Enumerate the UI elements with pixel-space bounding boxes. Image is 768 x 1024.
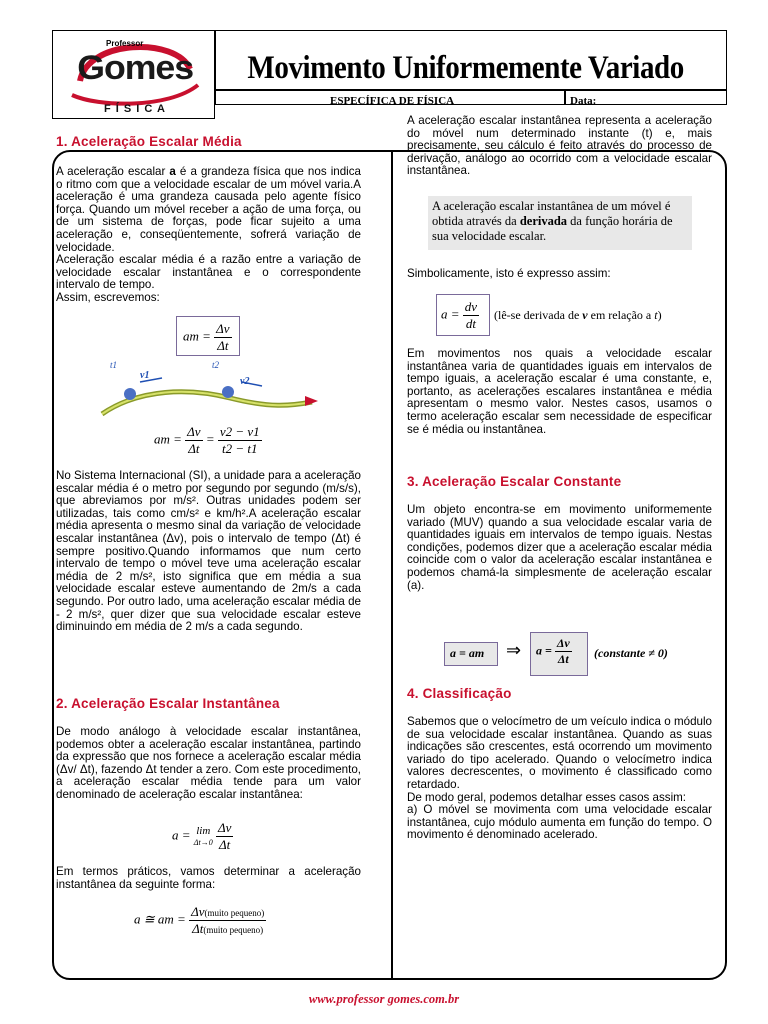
trajectory-path-icon (100, 358, 322, 422)
eq4-fraction: $\frac{\text{Δv(muito pequeno)}}{\text{Δt(muito pequeno)}}$ (191, 904, 265, 936)
column-divider (391, 150, 393, 980)
eq3-fraction: $\frac{\Delta v}{\Delta t}$ (217, 820, 232, 852)
derivative-note: (lê-se derivada de v em relação a t) (494, 308, 662, 322)
equation-am-expanded: am = $\frac{\Delta v}{\Delta t}$ = $\frac{v2 - v1}{t2 - t1}$ (154, 424, 260, 456)
section-2-practice-text: Em termos práticos, vamos determinar a aceleração instantânea da seguinte forma: (56, 865, 361, 891)
eq3-limit: lim Δt→0 (193, 824, 213, 847)
eq6-constant-note: (constante ≠ 0) (594, 646, 668, 660)
eq3-lhs: a = (172, 827, 191, 843)
s1-paragraph-2: Aceleração escalar média é a razão entre a variação de velocidade escalar instantânea e o correspondente intervalo de tempo. (56, 253, 361, 292)
s1-paragraph-3: Assim, escrevemos: (56, 290, 160, 304)
logo-main-text: Gomes (77, 49, 194, 87)
eq2-frac-1: $\frac{\Delta v}{\Delta t}$ (187, 424, 201, 456)
s4-paragraph-3: a) O móvel se movimenta com uma velocidade escalar instantânea, cujo módulo aumenta em função do tempo. O movimento é denominado acelerado. (407, 803, 712, 842)
s1-paragraph-1: A aceleração escalar a é a grandeza física que nos indica o ritmo com que a velocidade escalar de um móvel varia.A aceleração é uma grandeza causada pelo agente físico força. Quando um móvel receber a ação de uma força, ou de um sistema de forças, pode ficar sujeito a uma aceleração e, conseqüentemente, sofrerá variação de velocidade. (56, 165, 361, 254)
equation-derivative-box (436, 294, 490, 336)
section-2-title: 2. Aceleração Escalar Instantânea (56, 696, 280, 711)
page-title: Movimento Uniformemente Variado (247, 50, 684, 86)
eq1-fraction: $\frac{\Delta v}{\Delta t}$ (216, 321, 230, 353)
fig-t1: t1 (110, 360, 118, 370)
constant-acceleration-intro: Em movimentos nos quais a velocidade escalar instantânea varia de quantidades iguais em intervalos de tempo iguais, a aceleração escalar é uma constante, e, portanto, as acelerações escalares instantânea e média apresentam o mesmo valor. Nestes casos, usamos o termo aceleração escalar sem necessidade de especificar se é média ou instantânea. (407, 347, 712, 436)
equation-limit (172, 820, 233, 853)
section-4-text (407, 716, 712, 848)
fig-v1: v1 (140, 370, 150, 381)
eq4-lhs: a ≅ am = (134, 911, 186, 927)
fig-v2: v2 (240, 376, 250, 387)
symbolic-text: Simbolicamente, isto é expresso assim: (407, 267, 611, 280)
section-3-text: Um objeto encontra-se em movimento uniformemente variado (MUV) quando a sua velocidade escalar varia de quantidades iguais em intervalos de tempo iguais. Nestas condições, podemos dizer que a aceleração escalar média coincide com o valor da aceleração escalar instantânea e podemos chamá-la simplesmente de aceleração escalar (a). (407, 503, 712, 592)
footer-url[interactable]: www.professor gomes.com.br (308, 992, 460, 1006)
section-1-text (56, 166, 361, 311)
logo-small-text: Professor (106, 39, 144, 48)
eq5-lhs: a = (441, 306, 460, 322)
s4-paragraph-2: De modo geral, podemos detalhar esses casos assim: (407, 790, 687, 804)
logo (58, 33, 208, 117)
eq2-lhs: am = (154, 431, 182, 447)
date-label: Data: (570, 95, 597, 107)
trajectory-figure (100, 358, 322, 422)
section-4-title: 4. Classificação (407, 686, 512, 701)
fig-t2: t2 (212, 360, 220, 370)
eq5-fraction: $\frac{dv}{dt}$ (464, 299, 478, 331)
eq6-arrow: ⇒ (506, 640, 522, 660)
eq1-lhs: am = (183, 328, 211, 344)
section-1-units-text: No Sistema Internacional (SI), a unidade para a aceleração escalar média é o metro por segundo por segundo (m/s/s), que abreviamos por m/s². Outras unidades podem ser utilizadas, tais como cm/s² e km/h².A aceleração escalar média apresenta o mesmo sinal da variação de velocidade escalar instantânea (Δv), pois o intervalo de tempo (Δt) é sempre positivo.Quando informamos que num certo intervalo de tempo o móvel teve uma aceleração escalar média de 2 m/s², isto significa que em média a sua velocidade escalar esteve aumentando de 2m/s a cada segundo. Por outro lado, uma aceleração escalar média de - 2 m/s², quer dizer que sua velocidade escalar esteve diminuindo em média de 2 m/s a cada segundo. (56, 469, 361, 634)
equation-approx (134, 904, 266, 937)
section-3-title: 3. Aceleração Escalar Constante (407, 474, 622, 489)
section-2-text: De modo análogo à velocidade escalar instantânea, podemos obter a aceleração escalar instantânea, partindo da expressão que nos fornece a aceleração escalar média (Δv/ Δt), fazendo Δt tender a zero. Com este procedimento, a aceleração escalar média tende para um valor denominado de aceleração escalar instantânea: (56, 725, 361, 801)
subject-label: ESPECÍFICA DE FÍSICA (330, 95, 455, 107)
eq6-delta: a = $\frac{\Delta v}{\Delta t}$ (536, 636, 570, 666)
equation-am-box (176, 316, 240, 356)
derivative-definition-text: A aceleração escalar instantânea de um móvel é obtida através da derivada da função horária de sua velocidade escalar. (432, 199, 673, 243)
eq6-a-am: a = am (450, 646, 485, 660)
eq2-frac-2: $\frac{v2 - v1}{t2 - t1}$ (219, 424, 260, 456)
section-1-title: 1. Aceleração Escalar Média (56, 134, 242, 149)
logo-sub-text: F Í S I C A (104, 103, 166, 115)
s4-paragraph-1: Sabemos que o velocímetro de um veículo indica o módulo de sua velocidade escalar instantânea. Quando as suas indicações são crescentes, está ocorrendo um movimento variado do tipo acelerado. Quando o velocímetro indica valores decrescentes, o movimento é classificado como retardado. (407, 715, 712, 791)
right-intro-text: A aceleração escalar instantânea representa a aceleração do móvel num determinado instante (t) e, mais precisamente, seu cálculo é feito através do processo de derivação, análogo ao ocorrido com a velocidade escalar instantânea. (407, 114, 712, 178)
